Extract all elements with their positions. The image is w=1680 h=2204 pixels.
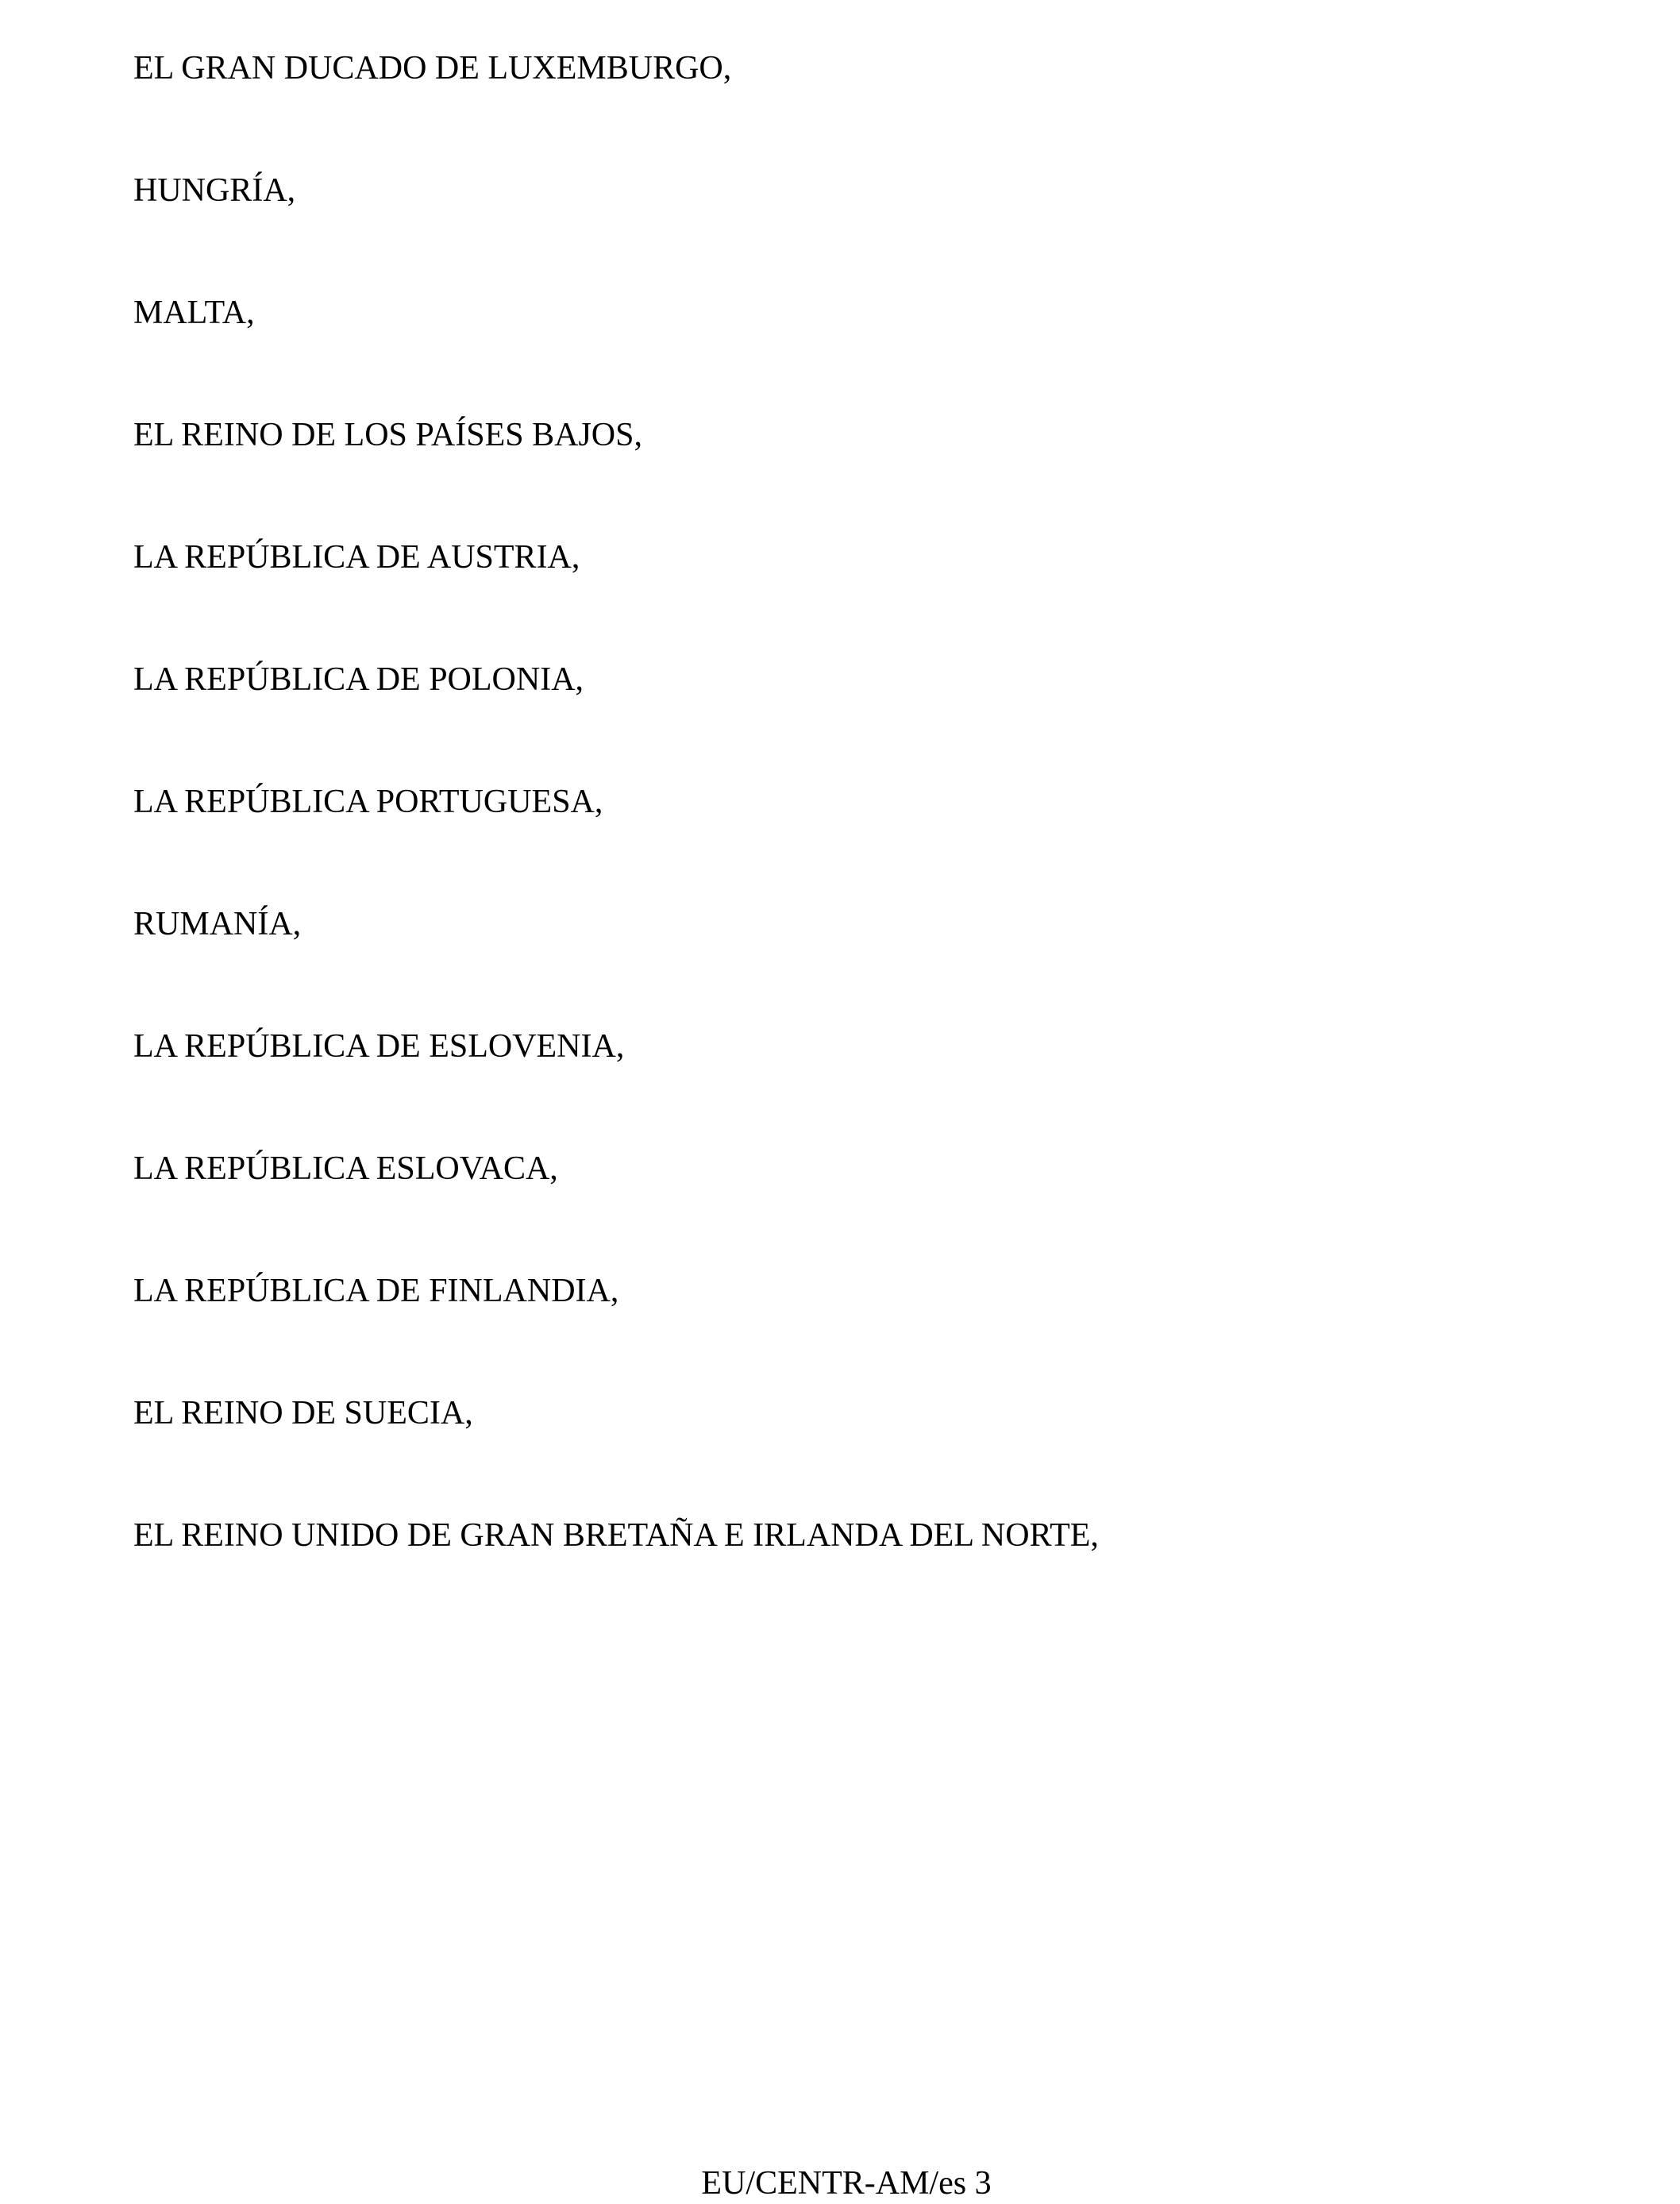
party-romania: RUMANÍA, (133, 906, 302, 942)
party-finland: LA REPÚBLICA DE FINLANDIA, (133, 1273, 619, 1309)
party-united-kingdom: EL REINO UNIDO DE GRAN BRETAÑA E IRLANDA DEL NORTE, (133, 1517, 1099, 1554)
party-poland: LA REPÚBLICA DE POLONIA, (133, 661, 584, 698)
party-malta: MALTA, (133, 295, 255, 331)
party-sweden: EL REINO DE SUECIA, (133, 1395, 473, 1431)
party-netherlands: EL REINO DE LOS PAÍSES BAJOS, (133, 417, 642, 453)
page-footer-reference: EU/CENTR-AM/es 3 (701, 2165, 992, 2202)
party-austria: LA REPÚBLICA DE AUSTRIA, (133, 539, 580, 576)
party-slovakia: LA REPÚBLICA ESLOVACA, (133, 1150, 558, 1187)
party-luxembourg: EL GRAN DUCADO DE LUXEMBURGO, (133, 50, 732, 87)
party-portugal: LA REPÚBLICA PORTUGUESA, (133, 784, 603, 820)
party-hungary: HUNGRÍA, (133, 172, 296, 209)
party-slovenia: LA REPÚBLICA DE ESLOVENIA, (133, 1028, 625, 1065)
contracting-parties-list (133, 49, 1099, 1639)
